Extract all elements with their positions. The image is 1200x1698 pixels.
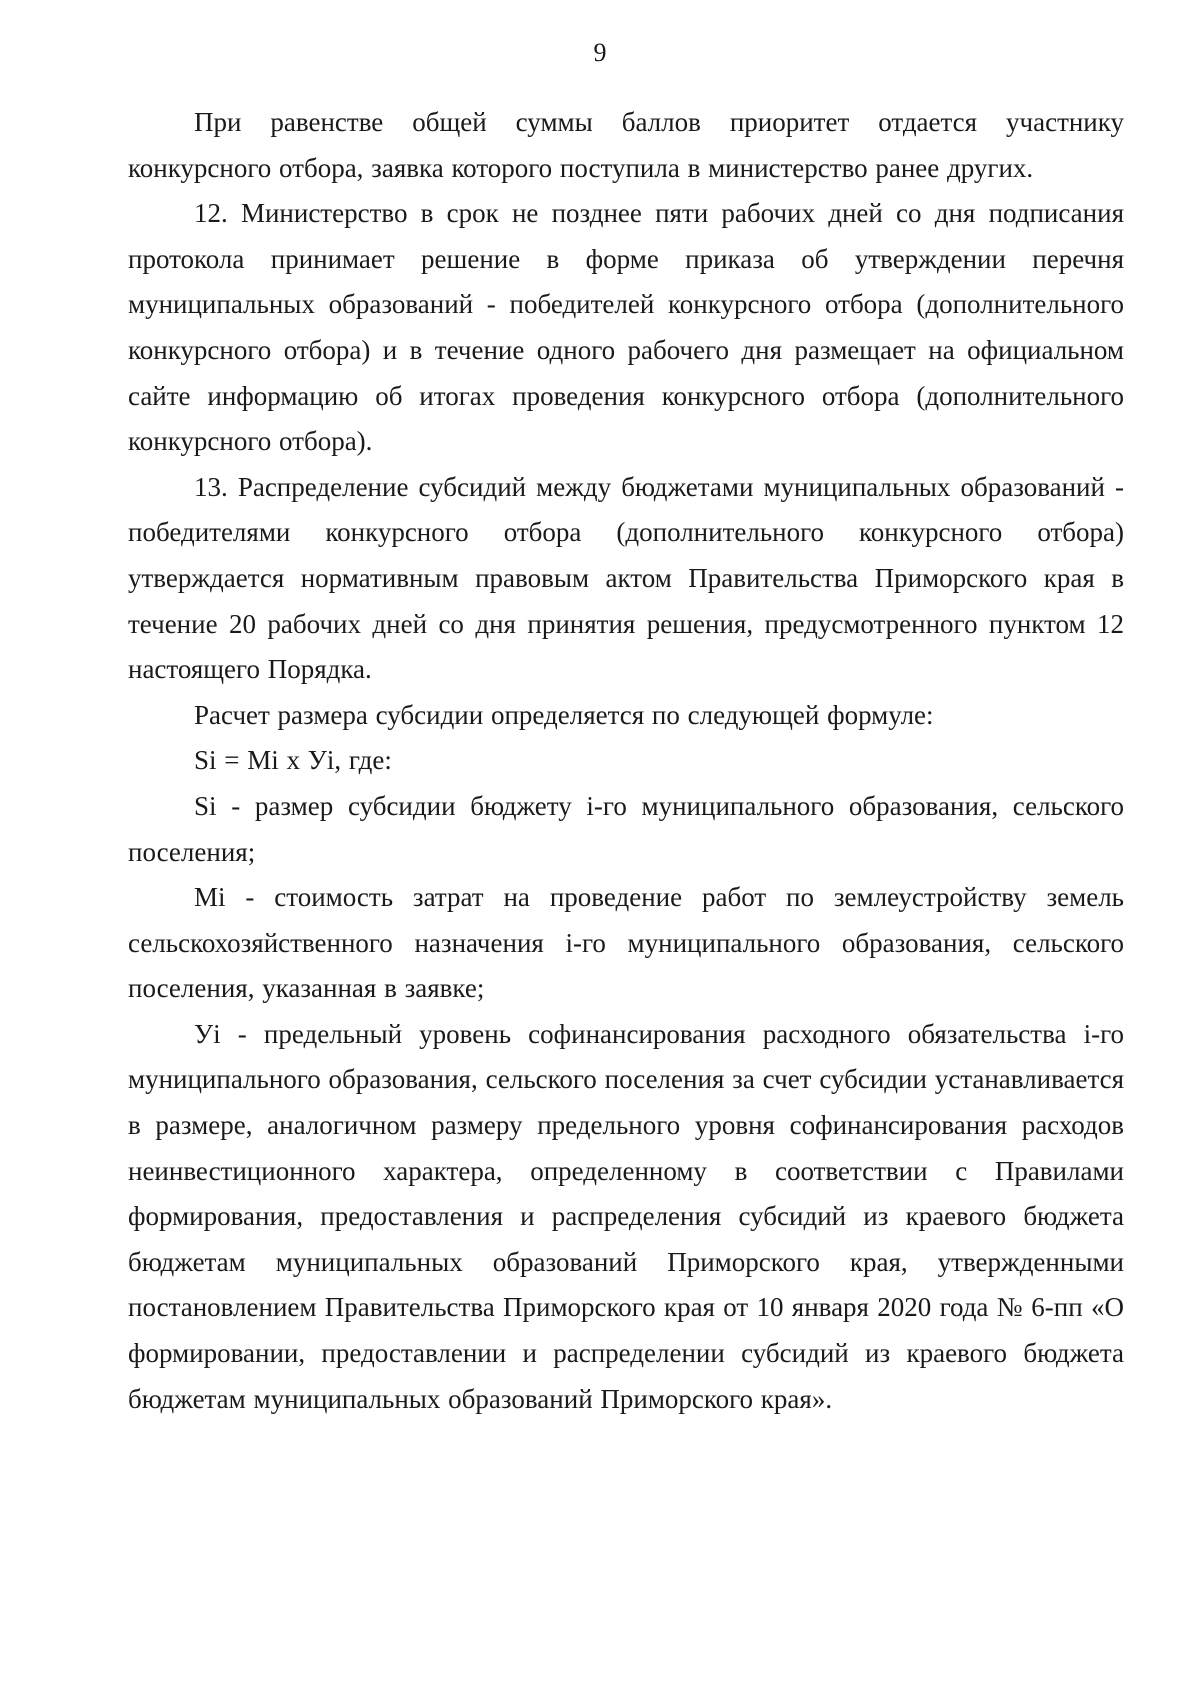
paragraph-formula-intro: Расчет размера субсидии определяется по следующей формуле: <box>194 699 934 730</box>
paragraph-formula: Si = Mi x Уi, где: <box>194 745 392 776</box>
document-body <box>128 100 1124 1422</box>
paragraph-yi-definition: Уi - предельный уровень софинансирования расходного обязательства i-го муниципального образования, сельского поселения за счет субсидии устанавливается в размере, аналогичном размеру предельного уровня софинансирования расходов неинвестиционного характера, определенному в соответствии с Правилами формирования, предоставления и распределения субсидий из краевого бюджета бюджетам муниципальных образований Приморского края, утвержденными постановлением Правительства Приморского края от 10 января 2020 года № 6-пп «О формировании, предоставлении и распределении субсидий из краевого бюджета бюджетам муниципальных образований Приморского края». <box>128 1018 1124 1414</box>
paragraph-item-12: 12. Министерство в срок не позднее пяти рабочих дней со дня подписания протокола принимает решение в форме приказа об утверждении перечня муниципальных образований - победителей конкурсного отбора (дополнительного конкурсного отбора) и в течение одного рабочего дня размещает на официальном сайте информацию об итогах проведения конкурсного отбора (дополнительного конкурсного отбора). <box>128 198 1124 457</box>
paragraph-item-13: 13. Распределение субсидий между бюджетами муниципальных образований - победителями конкурсного отбора (дополнительного конкурсного отбора) утверждается нормативным правовым актом Правительства Приморского края в течение 20 рабочих дней со дня принятия решения, предусмотренного пунктом 12 настоящего Порядка. <box>128 471 1124 685</box>
paragraph-priority-rule: При равенстве общей суммы баллов приоритет отдается участнику конкурсного отбора, заявка которого поступила в министерство ранее других. <box>128 107 1124 183</box>
page-number: 9 <box>593 38 607 67</box>
paragraph-mi-definition: Mi - стоимость затрат на проведение работ по землеустройству земель сельскохозяйственного назначения i-го муниципального образования, сельского поселения, указанная в заявке; <box>128 882 1124 1004</box>
paragraph-si-definition: Si - размер субсидии бюджету i-го муниципального образования, сельского поселения; <box>128 790 1124 867</box>
